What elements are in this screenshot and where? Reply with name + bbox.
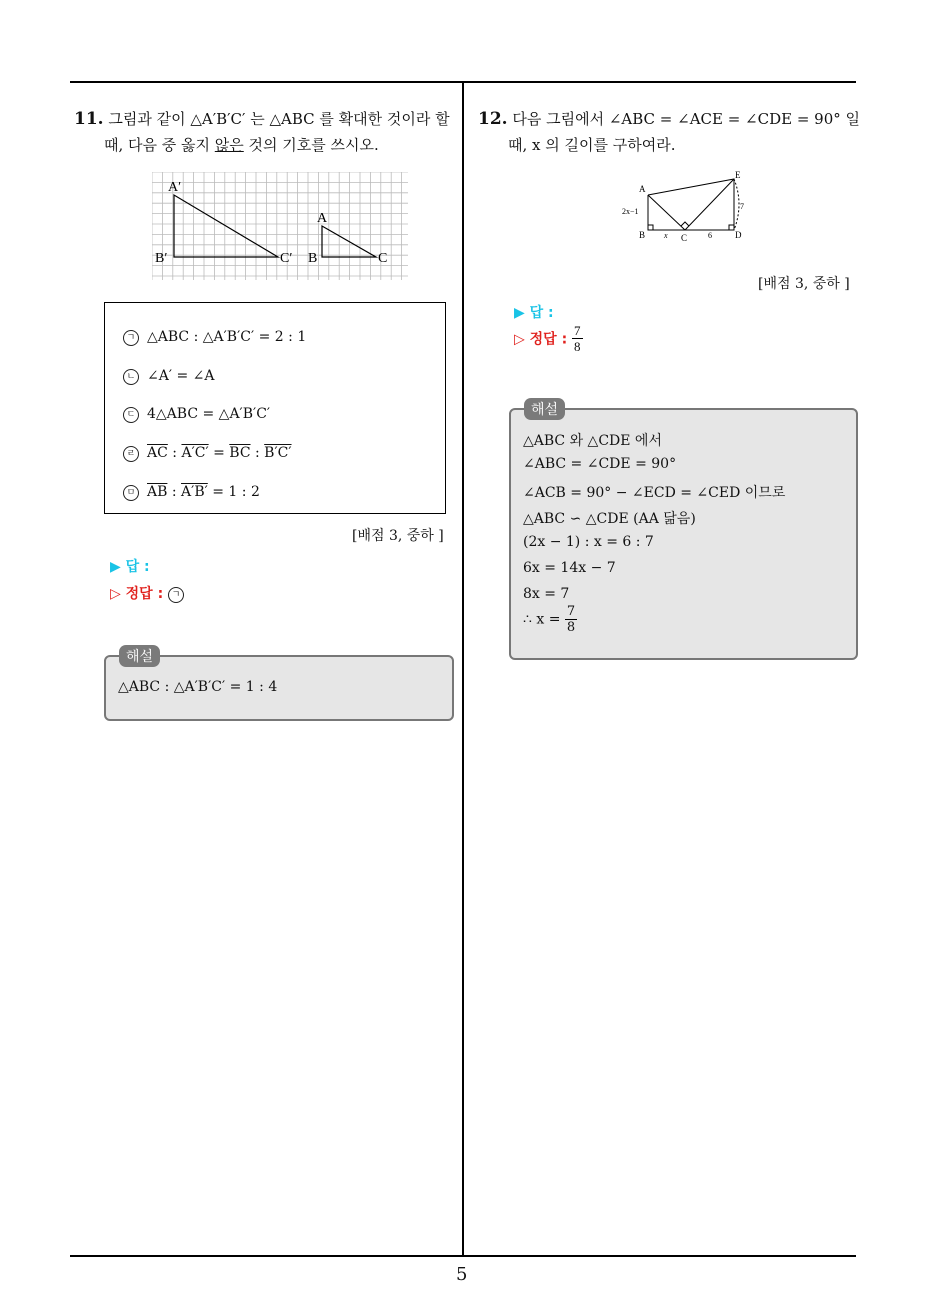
- label-a-prime: A′: [168, 180, 182, 195]
- option-mark: ㅁ: [123, 485, 139, 501]
- solution-line: ∠ABC = ∠CDE = 90°: [523, 456, 677, 472]
- question-text-line2: 때, 다음 중 옳지: [104, 136, 215, 154]
- answer-label: ▶ 답 :: [514, 305, 554, 321]
- triangle-small: [322, 226, 376, 257]
- answer-label: ▶ 답 :: [110, 559, 150, 575]
- option-3: [123, 406, 270, 423]
- solution-line: 8x = 7: [523, 586, 570, 602]
- option-mark: ㄹ: [123, 446, 139, 462]
- solution-therefore: ∴ x =: [523, 611, 561, 628]
- segment: A′C′: [181, 445, 209, 461]
- solution-line: 6x = 14x − 7: [523, 560, 616, 576]
- question-text-line1: 다음 그림에서 ∠ABC = ∠ACE = ∠CDE = 90° 일: [512, 110, 861, 128]
- geometry-figure: [618, 168, 754, 246]
- segment: $\overline{AB}$: [147, 484, 168, 500]
- label-b: B: [639, 230, 646, 240]
- solution-box: [509, 402, 858, 660]
- solution-line: △ABC 와 △CDE 에서: [523, 433, 662, 449]
- option-text: ∠A′ = ∠A: [147, 368, 215, 384]
- numerator: 7: [574, 323, 581, 338]
- segment: A′B′: [181, 484, 208, 500]
- right-triangles-figure: [618, 168, 754, 246]
- option-4: ㄹ $\overline{AC}$ : $A'C' = \overline{BC}$ : B′C′: [123, 445, 292, 462]
- solution-line: △ABC : △A′B′C′ = 1 : 4: [118, 679, 278, 695]
- option-1: [123, 329, 306, 346]
- grid-figure: [152, 172, 408, 280]
- option-mark: ㄷ: [123, 407, 139, 423]
- option-2: [123, 368, 215, 385]
- solution-last-line: [523, 604, 577, 635]
- label-b: B: [308, 251, 318, 266]
- solution-line: ∠ACB = 90° − ∠ECD = ∠CED 이므로: [523, 485, 786, 501]
- label-x: x: [664, 231, 668, 240]
- option-mark: ㄱ: [123, 330, 139, 346]
- option-text: 4△ABC = △A′B′C′: [147, 406, 271, 422]
- similar-triangles-figure: [152, 172, 408, 280]
- label-b-prime: B′: [155, 251, 168, 266]
- label-d: D: [735, 230, 742, 240]
- label-c-prime: C′: [280, 251, 293, 266]
- underlined-word: 않은: [214, 136, 244, 154]
- correct-label: ▷ 정답 :: [110, 586, 164, 602]
- label-e: E: [735, 170, 741, 180]
- label-c: C: [378, 251, 388, 266]
- correct-label: ▷ 정답 :: [514, 331, 568, 348]
- correct-fraction: [572, 323, 583, 354]
- question-12: [478, 106, 863, 158]
- label-2x-1: 2x−1: [622, 207, 639, 216]
- question-number: 12.: [478, 109, 508, 129]
- solution-tag: 해설: [119, 645, 160, 667]
- denominator: 8: [566, 620, 576, 635]
- question-11: [74, 106, 459, 158]
- option-text: = 1 : 2: [207, 484, 260, 500]
- correct-answer: [110, 583, 192, 603]
- bottom-rule: [70, 1255, 856, 1257]
- correct-answer: [514, 323, 583, 354]
- score-label: [배점 3, 중하 ]: [758, 276, 850, 292]
- solution-line: (2x − 1) : x = 6 : 7: [523, 534, 654, 550]
- label-a: A: [317, 211, 328, 226]
- question-text-line1: 그림과 같이 △A′B′C′ 는 △ABC 를 확대한 것이라 할: [108, 110, 450, 128]
- score-label: [배점 3, 중하 ]: [352, 528, 444, 544]
- question-text-line2-end: 것의 기호를 쓰시오.: [243, 136, 379, 154]
- triangle-large: [174, 195, 278, 257]
- option-text: △ABC : △A′B′C′ = 2 : 1: [147, 329, 307, 345]
- option-5: ㅁ $\overline{AB}$ : A′B′ = 1 : 2: [123, 484, 260, 501]
- page-number: 5: [456, 1264, 468, 1285]
- label-a: A: [639, 184, 646, 194]
- question-number: 11.: [74, 109, 104, 129]
- solution-tag: 해설: [524, 398, 565, 420]
- solution-line: △ABC ∽ △CDE (AA 닮음): [523, 511, 696, 527]
- correct-value: ㄱ: [168, 587, 184, 603]
- numerator: 7: [566, 604, 576, 619]
- segment: $\overline{AC}$: [147, 445, 168, 461]
- options-box: [104, 302, 446, 514]
- label-c: C: [681, 233, 688, 243]
- column-divider: [462, 81, 464, 1257]
- question-text-line2: 때, x 의 길이를 구하여라.: [508, 136, 676, 154]
- segment: $\overline{BC}$: [229, 445, 251, 461]
- denominator: 8: [574, 339, 581, 354]
- solution-fraction: [565, 604, 577, 635]
- segment: B′C′: [264, 445, 292, 461]
- option-mark: ㄴ: [123, 369, 139, 385]
- solution-box: [104, 649, 454, 721]
- label-7: 7: [740, 202, 744, 211]
- label-6: 6: [708, 231, 712, 240]
